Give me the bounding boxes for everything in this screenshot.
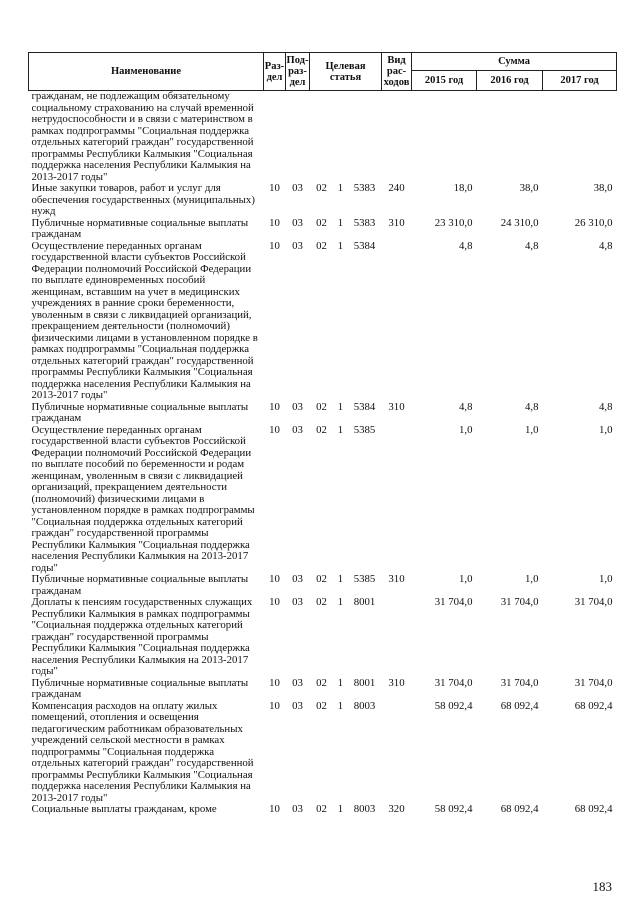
table-cell-razdel: 10: [269, 676, 280, 689]
table-row: [29, 402, 617, 425]
header-target: Целевая статья: [310, 53, 382, 91]
table-cell-sum-2016: [477, 91, 543, 184]
table-cell-vid: 310: [388, 216, 405, 229]
table-cell-sum-2017: 4,8: [599, 239, 613, 252]
budget-table-page: [28, 52, 616, 816]
page-number: 183: [592, 879, 612, 894]
table-cell-sum-2015: 58 092,4: [434, 803, 473, 815]
table-cell-razdel: 10: [269, 573, 280, 585]
table-cell-name: Компенсация расходов на оплату жилых помещений, отопления и освещения педагогическим работникам образовательных учреждений сельской местности в рамках подпрограммы "Социальная поддержка отдельных категорий граждан" государственной программы Республики Калмыкия "Социальная поддержка населения Республики Калмыкия на 2013-2017 годы": [31, 699, 254, 804]
table-cell-sum-2016: 31 704,0: [500, 596, 539, 608]
table-cell-razdel: 10: [269, 699, 280, 712]
table-cell-sum-2017: 31 704,0: [574, 676, 613, 689]
table-row: [29, 241, 617, 402]
table-row: [29, 218, 617, 241]
table-cell-program: 02: [316, 699, 327, 712]
table-cell-razdel: 10: [269, 239, 280, 252]
table-row: [29, 701, 617, 805]
table-row: [29, 574, 617, 597]
table-cell-razdel: [264, 91, 286, 184]
table-cell-name: Иные закупки товаров, работ и услуг для обеспечения государственных (муниципальных) нужд: [31, 182, 255, 217]
table-cell-sum-2015: 1,0: [459, 423, 473, 436]
table-cell-program: 02: [316, 803, 327, 815]
table-cell-name: гражданам, не подлежащим обязательному социальному страхованию на случай временной нетрудоспособности и в связи с материнством в рамках подпрограммы "Социальная поддержка отдельных категорий граждан" государственной программы Республики Калмыкия "Социальная поддержка населения Республики Калмыкия на 2013-2017 годы": [31, 90, 254, 183]
table-cell-razdel: 10: [269, 596, 280, 608]
table-cell-subprogram: 1: [337, 676, 344, 689]
table-cell-sum-2017: 4,8: [599, 400, 613, 413]
header-podrazdel: Под-раз-дел: [286, 53, 310, 91]
header-name: Наименование: [29, 53, 264, 91]
table-cell-direction: 8003: [353, 699, 376, 712]
table-cell-podrazdel: 03: [292, 239, 303, 252]
table-cell-direction: 5383: [353, 216, 376, 229]
table-cell-sum-2017: 38,0: [593, 182, 613, 194]
table-cell-direction: 8003: [353, 803, 376, 815]
table-cell-sum-2017: [543, 91, 617, 184]
table-cell-sum-2016: 68 092,4: [500, 803, 539, 815]
table-cell-name: Осуществление переданных органам государственной власти субъектов Российской Федерации полномочий Российской Федерации по выплате единовременных пособий женщинам, вставшим на учет в медицинских учреждениях в ранние сроки беременности, уволенным в связи с ликвидацией организаций, прекращением деятельности (полномочий) физическими лицами в установленном порядке в рамках подпрограммы "Социальная поддержка отдельных категорий граждан" государственной программы Республики Калмыкия "Социальная поддержка населения Республики Калмыкия на 2013-2017 годы": [31, 239, 258, 401]
table-cell-podrazdel: 03: [292, 699, 303, 712]
table-cell-direction: 8001: [353, 676, 376, 689]
table-cell-subprogram: 1: [337, 596, 344, 608]
table-cell-subprogram: [334, 91, 348, 184]
table-cell-vid: 310: [388, 400, 405, 413]
table-cell-sum-2017: 26 310,0: [574, 216, 613, 229]
table-cell-sum-2015: 58 092,4: [434, 699, 473, 712]
table-cell-sum-2015: 18,0: [453, 182, 473, 194]
table-cell-sum-2015: 23 310,0: [434, 216, 473, 229]
table-cell-podrazdel: 03: [292, 216, 303, 229]
table-cell-subprogram: 1: [337, 400, 344, 413]
table-cell-vid: 320: [388, 803, 405, 815]
table-cell-program: 02: [316, 573, 327, 585]
table-cell-podrazdel: 03: [292, 803, 303, 815]
table-cell-razdel: 10: [269, 803, 280, 815]
table-cell-program: 02: [316, 182, 327, 194]
table-cell-sum-2016: 68 092,4: [500, 699, 539, 712]
table-cell-name: Публичные нормативные социальные выплаты гражданам: [31, 216, 249, 240]
table-cell-sum-2015: [412, 91, 477, 184]
table-row: [29, 804, 617, 816]
table-row: [29, 597, 617, 678]
table-cell-podrazdel: 03: [292, 676, 303, 689]
table-cell-razdel: 10: [269, 400, 280, 413]
table-cell-vid: [382, 425, 412, 575]
table-cell-direction: 5385: [353, 573, 376, 585]
table-cell-program: [310, 91, 334, 184]
table-row: [29, 183, 617, 218]
table-cell-name: Публичные нормативные социальные выплаты гражданам: [31, 400, 249, 424]
table-cell-sum-2017: 68 092,4: [574, 803, 613, 815]
table-cell-sum-2015: 31 704,0: [434, 676, 473, 689]
table-cell-sum-2016: 24 310,0: [500, 216, 539, 229]
table-cell-subprogram: 1: [337, 699, 344, 712]
table-cell-name: Доплаты к пенсиям государственных служащих Республики Калмыкия в рамках подпрограммы "Социальная поддержка отдельных категорий граждан" государственной программы Республики Калмыкия "Социальная поддержка населения Республики Калмыкия на 2013-2017 годы": [31, 596, 253, 677]
table-cell-razdel: 10: [269, 182, 280, 194]
table-cell-sum-2016: 4,8: [525, 239, 539, 252]
table-cell-program: 02: [316, 216, 327, 229]
table-cell-name: Публичные нормативные социальные выплаты гражданам: [31, 573, 249, 597]
table-cell-vid: [382, 597, 412, 678]
table-cell-direction: 5385: [353, 423, 376, 436]
table-cell-program: 02: [316, 239, 327, 252]
header-2017: 2017 год: [543, 71, 617, 91]
table-cell-podrazdel: 03: [292, 182, 303, 194]
table-cell-subprogram: 1: [337, 216, 344, 229]
table-cell-subprogram: 1: [337, 803, 344, 815]
table-cell-subprogram: 1: [337, 182, 344, 194]
header-2016: 2016 год: [477, 71, 543, 91]
table-cell-direction: [348, 91, 382, 184]
table-cell-name: Социальные выплаты гражданам, кроме: [31, 803, 217, 815]
table-cell-sum-2015: 4,8: [459, 400, 473, 413]
table-cell-podrazdel: 03: [292, 573, 303, 585]
table-cell-program: 02: [316, 596, 327, 608]
table-cell-sum-2016: 1,0: [525, 573, 539, 585]
table-cell-vid: 310: [388, 676, 405, 689]
table-cell-sum-2016: 4,8: [525, 400, 539, 413]
table-cell-direction: 5383: [353, 182, 376, 194]
table-cell-subprogram: 1: [337, 239, 344, 252]
table-cell-direction: 8001: [353, 596, 376, 608]
table-cell-sum-2016: 31 704,0: [500, 676, 539, 689]
table-cell-vid: [382, 701, 412, 805]
budget-table: [28, 52, 617, 816]
header-sum: Сумма: [412, 53, 617, 71]
table-cell-vid: [382, 241, 412, 402]
table-cell-subprogram: 1: [337, 423, 344, 436]
table-cell-program: 02: [316, 676, 327, 689]
table-cell-podrazdel: 03: [292, 423, 303, 436]
table-cell-direction: 5384: [353, 400, 376, 413]
table-cell-sum-2017: 68 092,4: [574, 699, 613, 712]
header-vid: Вид рас-ходов: [382, 53, 412, 91]
table-cell-subprogram: 1: [337, 573, 344, 585]
table-cell-sum-2016: 38,0: [519, 182, 539, 194]
table-cell-direction: 5384: [353, 239, 376, 252]
table-cell-sum-2015: 1,0: [459, 573, 473, 585]
table-cell-name: Публичные нормативные социальные выплаты гражданам: [31, 676, 249, 700]
table-cell-razdel: 10: [269, 216, 280, 229]
table-cell-podrazdel: [286, 91, 310, 184]
table-cell-program: 02: [316, 423, 327, 436]
table-cell-podrazdel: 03: [292, 596, 303, 608]
table-row: [29, 678, 617, 701]
table-cell-sum-2017: 1,0: [599, 573, 613, 585]
table-cell-sum-2017: 1,0: [599, 423, 613, 436]
table-cell-program: 02: [316, 400, 327, 413]
header-razdel: Раз-дел: [264, 53, 286, 91]
table-cell-sum-2015: 4,8: [459, 239, 473, 252]
table-cell-sum-2015: 31 704,0: [434, 596, 473, 608]
table-cell-vid: 310: [388, 573, 405, 585]
header-2015: 2015 год: [412, 71, 477, 91]
table-cell-sum-2017: 31 704,0: [574, 596, 613, 608]
table-cell-razdel: 10: [269, 423, 280, 436]
table-cell-sum-2016: 1,0: [525, 423, 539, 436]
table-cell-vid: 240: [388, 182, 405, 194]
table-row: [29, 425, 617, 575]
table-cell-name: Осуществление переданных органам государственной власти субъектов Российской Федерации полномочий Российской Федерации по выплате пособий по беременности и родам женщинам, уволенным в связи с ликвидацией организаций, прекращением деятельности (полномочий) физическими лицами в установленном порядке в рамках подпрограммы "Социальная поддержка отдельных категорий граждан" государственной программы Республики Калмыкия "Социальная поддержка населения Республики Калмыкия на 2013-2017 годы": [31, 423, 255, 574]
table-row: [29, 91, 617, 184]
table-cell-podrazdel: 03: [292, 400, 303, 413]
table-cell-vid: [382, 91, 412, 184]
